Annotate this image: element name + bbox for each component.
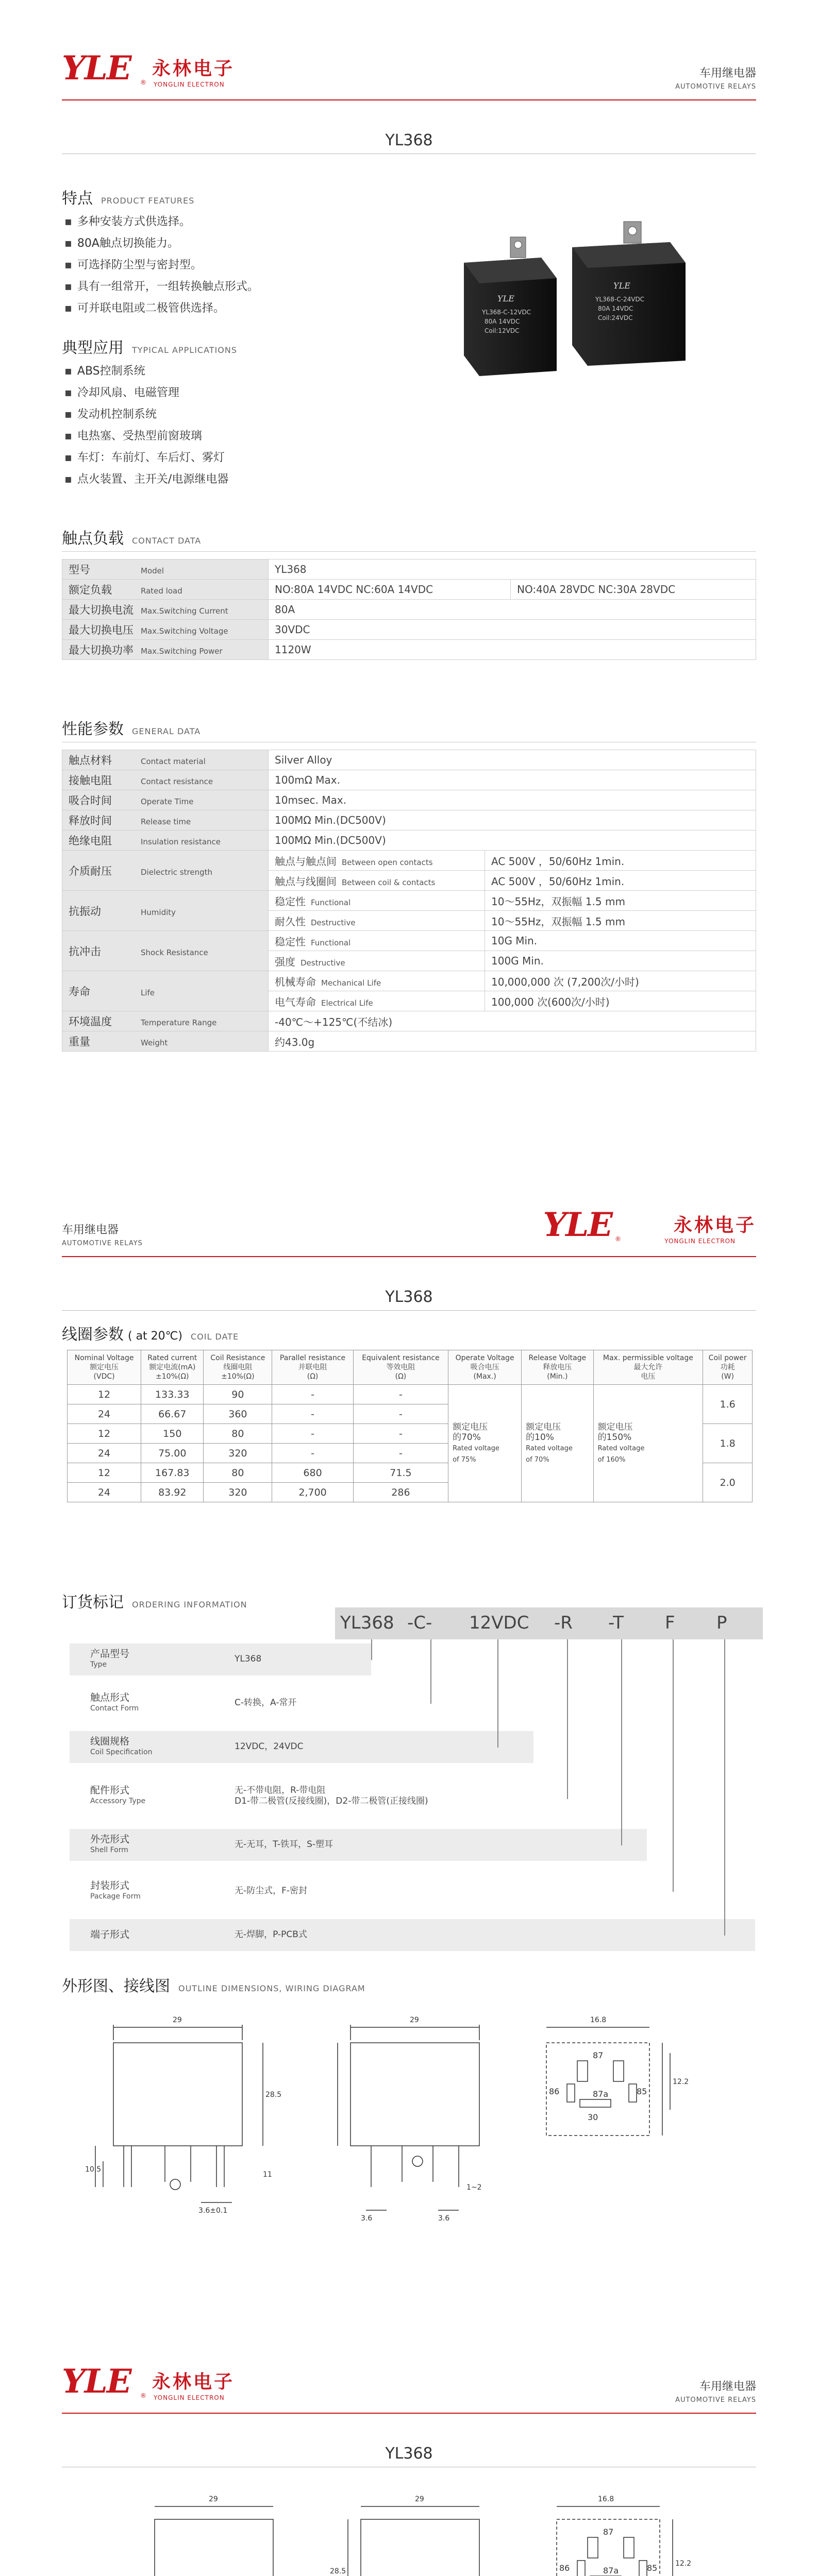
table-row: 环境温度 Temperature Range -40℃～+125℃(不结冰) xyxy=(62,1011,756,1031)
pin-87a-label: 87a xyxy=(593,2089,609,2099)
order-row-terminal: 端子形式 无-焊脚，P-PCB式 xyxy=(70,1919,755,1951)
contact-data-heading: 触点负载 CONTACT DATA xyxy=(62,530,202,548)
relay2-brand: YLE xyxy=(613,281,630,291)
outline-drawing xyxy=(82,2007,753,2228)
pin-87a-label: 87a xyxy=(603,2566,619,2575)
model-title: YL368 xyxy=(62,2445,756,2467)
table-row: 介质耐压 Dielectric strength 触点与触点间 Between open contacts AC 500V ，50/60Hz 1min. xyxy=(62,851,756,871)
registered-mark: ® xyxy=(140,79,146,86)
table-row: 抗冲击 Shock Resistance 稳定性 Functional 10G Min. xyxy=(62,931,756,951)
category-cn: 车用继电器 xyxy=(699,2380,756,2393)
dim-height: 28.5 xyxy=(265,2091,282,2099)
col-header: Coil Resistance 线圈电阻 ±10%(Ω) xyxy=(204,1350,272,1385)
order-row-contact: 触点形式 Contact Form C-转换，A-常开 xyxy=(90,1692,297,1713)
brand-name-en: YONGLIN ELECTRON xyxy=(154,81,225,88)
dim-s1: 3.6 xyxy=(361,2214,373,2223)
table-row: 24 75.00 320 - - xyxy=(68,1444,753,1463)
product-photo xyxy=(454,216,742,386)
brand-name-en: YONGLIN ELECTRON xyxy=(664,1238,736,1245)
list-item: ▪ 80A触点切换能力。 xyxy=(64,233,259,255)
order-connector xyxy=(430,1639,431,1704)
features-list xyxy=(64,211,259,319)
order-connector xyxy=(567,1639,568,1799)
table-row: 12 150 80 - - 1.8 xyxy=(68,1424,753,1444)
col-header: Nominal Voltage 额定电压 (VDC) xyxy=(68,1350,141,1385)
order-connector xyxy=(724,1639,725,1936)
table-row: 24 83.92 320 2,700 286 xyxy=(68,1483,753,1502)
category-cn: 车用继电器 xyxy=(62,1224,119,1236)
dim-width2: 29 xyxy=(415,2495,424,2503)
col-header: Max. permissible voltage 最大允许 电压 xyxy=(593,1350,703,1385)
col-header: Rated current 额定电流(mA) ±10%(Ω) xyxy=(141,1350,204,1385)
page-header xyxy=(62,49,756,100)
applications-list xyxy=(64,361,228,490)
dim-height: 28.5 xyxy=(330,2567,346,2575)
order-code-part: P xyxy=(716,1613,727,1633)
brand-name-cn: 永林电子 xyxy=(152,58,235,79)
relay-photo-2 xyxy=(572,222,686,366)
dim-top: 16.8 xyxy=(598,2495,614,2503)
col-header: Equivalent resistance 等效电阻 (Ω) xyxy=(353,1350,448,1385)
brand-logo: YLE xyxy=(62,2362,131,2401)
brand-logo: YLE xyxy=(62,49,131,88)
table-row: 释放时间 Release time 100MΩ Min.(DC500V) xyxy=(62,810,756,831)
coil-data-heading: 线圈参数 ( at 20℃) COIL DATE xyxy=(62,1326,239,1344)
applications-heading: 典型应用 TYPICAL APPLICATIONS xyxy=(62,339,237,357)
order-connector xyxy=(371,1639,372,1660)
registered-mark: ® xyxy=(140,2392,146,2399)
list-item: ▪ 车灯：车前灯、车后灯、雾灯 xyxy=(64,447,228,469)
list-item: ▪ ABS控制系统 xyxy=(64,361,228,382)
pin-30-label: 30 xyxy=(588,2112,598,2122)
list-item: ▪ 具有一组常开，一组转换触点形式。 xyxy=(64,276,259,298)
table-row: 型号 Model YL368 xyxy=(62,560,756,580)
col-header: Coil power 功耗 (W) xyxy=(703,1350,753,1385)
table-row: 24 66.67 360 - - xyxy=(68,1404,753,1424)
relay2-line: 80A 14VDC xyxy=(598,305,633,312)
category-en: AUTOMOTIVE RELAYS xyxy=(62,1240,143,1247)
order-row-coil: 线圈规格 Coil Specification 12VDC，24VDC xyxy=(70,1731,533,1763)
category-cn: 车用继电器 xyxy=(699,67,756,80)
page-header xyxy=(62,2362,756,2414)
table-row: 最大切换电流 Max.Switching Current 80A xyxy=(62,600,756,620)
dim-base: 3.6±0.1 xyxy=(198,2207,228,2215)
datasheet-page-1 xyxy=(0,0,818,1157)
table-row: 重量 Weight 约43.0g xyxy=(62,1031,756,1052)
relay2-line: YL368-C-24VDC xyxy=(595,296,645,303)
pin-87-label: 87 xyxy=(603,2527,614,2537)
pin-85-label: 85 xyxy=(637,2087,647,2096)
order-code-part: YL368 xyxy=(340,1613,394,1633)
list-item: ▪ 点火装置、主开关/电源继电器 xyxy=(64,469,228,490)
dim-top2: 12.2 xyxy=(675,2560,692,2568)
table-row: 最大切换功率 Max.Switching Power 1120W xyxy=(62,640,756,660)
ordering-heading: 订货标记 ORDERING INFORMATION xyxy=(62,1594,247,1612)
brand-name-en: YONGLIN ELECTRON xyxy=(154,2394,225,2401)
brand-name-cn: 永林电子 xyxy=(152,2371,235,2393)
dim-pin: 10.5 xyxy=(85,2165,102,2174)
list-item: ▪ 发动机控制系统 xyxy=(64,404,228,426)
pin-85-label: 85 xyxy=(647,2563,658,2573)
table-row: 电气寿命 Electrical Life 100,000 次(600次/小时) xyxy=(62,991,756,1011)
order-row-package: 封装形式 Package Form 无-防尘式，F-密封 xyxy=(90,1880,308,1901)
col-header: Release Voltage 释放电压 (Min.) xyxy=(522,1350,593,1385)
table-row: 额定负载 Rated load NO:80A 14VDC NC:60A 14VDC NO:40A 28VDC NC:30A 28VDC xyxy=(62,580,756,600)
order-row-accessory: 配件形式 Accessory Type 无-不带电阻，R-带电阻 D1-带二极管(反接线圈)，D2-带二极管(正接线圈) xyxy=(90,1785,428,1806)
table-row: 最大切换电压 Max.Switching Voltage 30VDC xyxy=(62,620,756,640)
order-connector xyxy=(673,1639,674,1892)
relay1-line: Coil:12VDC xyxy=(485,327,520,334)
table-row: 12 167.83 80 680 71.5 2.0 xyxy=(68,1463,753,1483)
table-row: 触点材料 Contact material Silver Alloy xyxy=(62,750,756,770)
divider xyxy=(62,551,756,552)
order-code-part: -C- xyxy=(407,1613,432,1633)
dim-pin2: 11 xyxy=(263,2171,272,2179)
order-code-part: -R xyxy=(554,1613,573,1633)
registered-mark: ® xyxy=(615,1235,621,1243)
order-code-part: F xyxy=(665,1613,675,1633)
operate-voltage-note: 额定电压 的70% Rated voltage of 75% xyxy=(448,1385,522,1502)
order-code-part: -T xyxy=(608,1613,624,1633)
dim-width: 29 xyxy=(173,2016,182,2024)
release-voltage-note: 额定电压 的10% Rated voltage of 70% xyxy=(522,1385,593,1502)
list-item: ▪ 冷却风扇、电磁管理 xyxy=(64,382,228,404)
list-item: ▪ 多种安装方式供选择。 xyxy=(64,211,259,233)
pin-86-label: 86 xyxy=(549,2087,560,2096)
table-row: 耐久性 Destructive 10～55Hz，双振幅 1.5 mm xyxy=(62,911,756,931)
pin-86-label: 86 xyxy=(559,2563,570,2573)
relay1-brand: YLE xyxy=(497,294,514,303)
relay2-line: Coil:24VDC xyxy=(598,314,633,321)
order-code-part: 12VDC xyxy=(469,1613,529,1633)
order-row-type: 产品型号 Type YL368 xyxy=(70,1643,371,1675)
dim-gap: 1~2 xyxy=(466,2183,482,2192)
dim-width2: 29 xyxy=(410,2016,419,2024)
dim-width: 29 xyxy=(209,2495,218,2503)
list-item: ▪ 可并联电阻或二极管供选择。 xyxy=(64,298,259,319)
order-code-bar xyxy=(335,1607,763,1639)
list-item: ▪ 可选择防尘型与密封型。 xyxy=(64,255,259,276)
general-data-table xyxy=(62,750,756,1052)
table-header-row xyxy=(68,1350,753,1385)
dim-s2: 3.6 xyxy=(438,2214,450,2223)
table-row: 强度 Destructive 100G Min. xyxy=(62,951,756,971)
table-row: 吸合时间 Operate Time 10msec. Max. xyxy=(62,790,756,810)
dim-top2: 12.2 xyxy=(673,2078,689,2086)
brand-logo: YLE xyxy=(543,1206,612,1244)
outline-heading: 外形图、接线图 OUTLINE DIMENSIONS, WIRING DIAGRAM xyxy=(62,1977,365,1995)
dim-top: 16.8 xyxy=(590,2016,607,2024)
model-title: YL368 xyxy=(62,1288,756,1311)
max-voltage-note: 额定电压 的150% Rated voltage of 160% xyxy=(593,1385,703,1502)
list-item: ▪ 电热塞、受热型前窗玻璃 xyxy=(64,426,228,447)
outline-drawing-2 xyxy=(134,2488,722,2576)
relay1-line: 80A 14VDC xyxy=(485,318,520,325)
table-row: 触点与线圈间 Between coil & contacts AC 500V ，50/60Hz 1min. xyxy=(62,871,756,891)
table-row: 接触电阻 Contact resistance 100mΩ Max. xyxy=(62,770,756,790)
table-row: 抗振动 Humidity 稳定性 Functional 10～55Hz，双振幅 1.5 mm xyxy=(62,891,756,911)
model-title: YL368 xyxy=(62,131,756,154)
table-row: 寿命 Life 机械寿命 Mechanical Life 10,000,000 次 (7,200次/小时) xyxy=(62,971,756,991)
category-en: AUTOMOTIVE RELAYS xyxy=(675,2396,756,2404)
page-header xyxy=(62,1206,756,1257)
coil-data-table xyxy=(67,1350,753,1502)
col-header: Operate Voltage 吸合电压 (Max.) xyxy=(448,1350,522,1385)
order-connector xyxy=(621,1639,622,1845)
order-row-shell: 外壳形式 Shell Form 无-无耳，T-铁耳，S-塑耳 xyxy=(70,1829,647,1861)
table-row: 12 133.33 90 - - 额定电压 的70% Rated voltage of 75% 额定电压 的10% Rated voltage of 70% 额定电压 的150% Rated voltage of 160% 1.6 xyxy=(68,1385,753,1404)
pin-87-label: 87 xyxy=(593,2050,604,2060)
datasheet-page-2 xyxy=(0,1157,818,2313)
features-heading: 特点 PRODUCT FEATURES xyxy=(62,190,195,208)
relay1-line: YL368-C-12VDC xyxy=(482,309,531,316)
contact-data-table xyxy=(62,559,756,660)
datasheet-page-3 xyxy=(0,2313,818,2576)
brand-name-cn: 永林电子 xyxy=(673,1214,756,1236)
category-en: AUTOMOTIVE RELAYS xyxy=(675,83,756,91)
col-header: Parallel resistance 并联电阻 (Ω) xyxy=(272,1350,353,1385)
general-data-heading: 性能参数 GENERAL DATA xyxy=(62,720,201,738)
order-connector xyxy=(497,1639,498,1748)
table-row: 绝缘电阻 Insulation resistance 100MΩ Min.(DC500V) xyxy=(62,831,756,851)
relay-photo-1 xyxy=(464,237,557,376)
